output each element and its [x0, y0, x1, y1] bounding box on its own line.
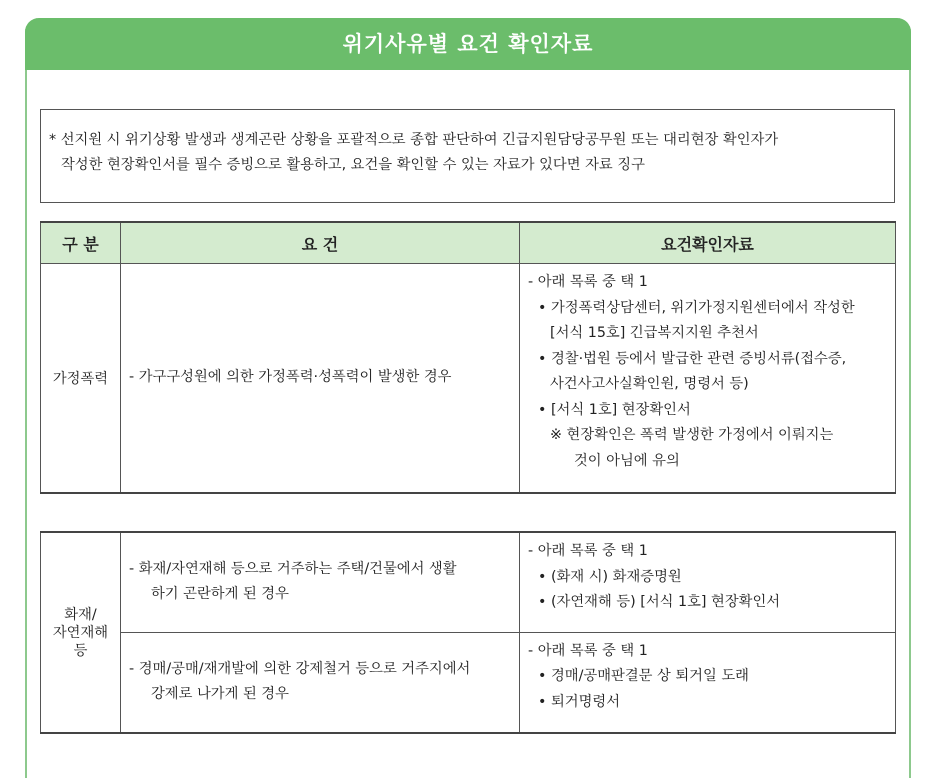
- requirements-table-2: [40, 531, 896, 734]
- requirement-cell: [121, 532, 520, 632]
- docs-item-cont: 사건사고사실확인원, 명령서 등): [550, 376, 749, 392]
- documents-cell: [520, 264, 896, 493]
- table-row: [41, 532, 896, 632]
- requirement-line: - 화재/자연재해 등으로 거주하는 주택/건물에서 생활: [129, 561, 457, 578]
- category-line: 자연재해: [52, 624, 109, 641]
- header-category: 구 분: [41, 222, 121, 264]
- docs-item: • [서식 1호] 현장확인서: [538, 401, 691, 418]
- docs-note-cont: 것이 아님에 유의: [574, 452, 680, 469]
- notice-line-1: * 선지원 시 위기상황 발생과 생계곤란 상황을 포괄적으로 종합 판단하여 긴급지원담당공무원 또는 대리현장 확인자가: [49, 132, 779, 148]
- docs-item-cont: [서식 15호] 긴급복지지원 추천서: [550, 325, 759, 341]
- category-line: 등: [73, 642, 88, 659]
- table-row: [41, 264, 896, 493]
- header-documents: 요건확인자료: [520, 222, 896, 264]
- notice-box: [40, 109, 895, 203]
- page-title: 위기사유별 요건 확인자료: [25, 18, 911, 70]
- docs-intro: - 아래 목록 중 택 1: [528, 274, 648, 290]
- requirement-cell: [121, 632, 520, 733]
- documents-cell: [520, 632, 896, 733]
- docs-item: • 경매/공매판결문 상 퇴거일 도래: [538, 668, 749, 684]
- category-cell: [41, 532, 121, 733]
- docs-note: ※ 현장확인은 폭력 발생한 가정에서 이뤄지는: [550, 427, 834, 443]
- notice-line-2: 작성한 현장확인서를 필수 증빙으로 활용하고, 요건을 확인할 수 있는 자료가 있다면 자료 징구: [61, 157, 645, 173]
- requirement-cell: - 가구구성원에 의한 가정폭력·성폭력이 발생한 경우: [121, 264, 520, 493]
- docs-item: • (자연재해 등) [서식 1호] 현장확인서: [538, 594, 781, 610]
- docs-item: • 퇴거명령서: [538, 693, 621, 710]
- docs-item: • 가정폭력상담센터, 위기가정지원센터에서 작성한: [538, 299, 855, 316]
- category-cell: 가정폭력: [41, 264, 121, 493]
- docs-intro: - 아래 목록 중 택 1: [528, 543, 648, 559]
- docs-item: • (화재 시) 화재증명원: [538, 568, 682, 585]
- header-requirement: 요 건: [121, 222, 520, 264]
- docs-intro: - 아래 목록 중 택 1: [528, 642, 648, 659]
- docs-item: • 경찰·법원 등에서 발급한 관련 증빙서류(접수증,: [538, 350, 847, 367]
- documents-cell: [520, 532, 896, 632]
- requirements-table: [40, 221, 896, 494]
- table-row: [41, 632, 896, 733]
- table-header-row: [41, 222, 896, 264]
- category-line: 화재/: [64, 606, 97, 623]
- requirement-line: - 경매/공매/재개발에 의한 강제철거 등으로 거주지에서: [129, 661, 471, 678]
- requirement-line: 하기 곤란하게 된 경우: [151, 586, 289, 603]
- requirement-line: 강제로 나가게 된 경우: [151, 686, 289, 703]
